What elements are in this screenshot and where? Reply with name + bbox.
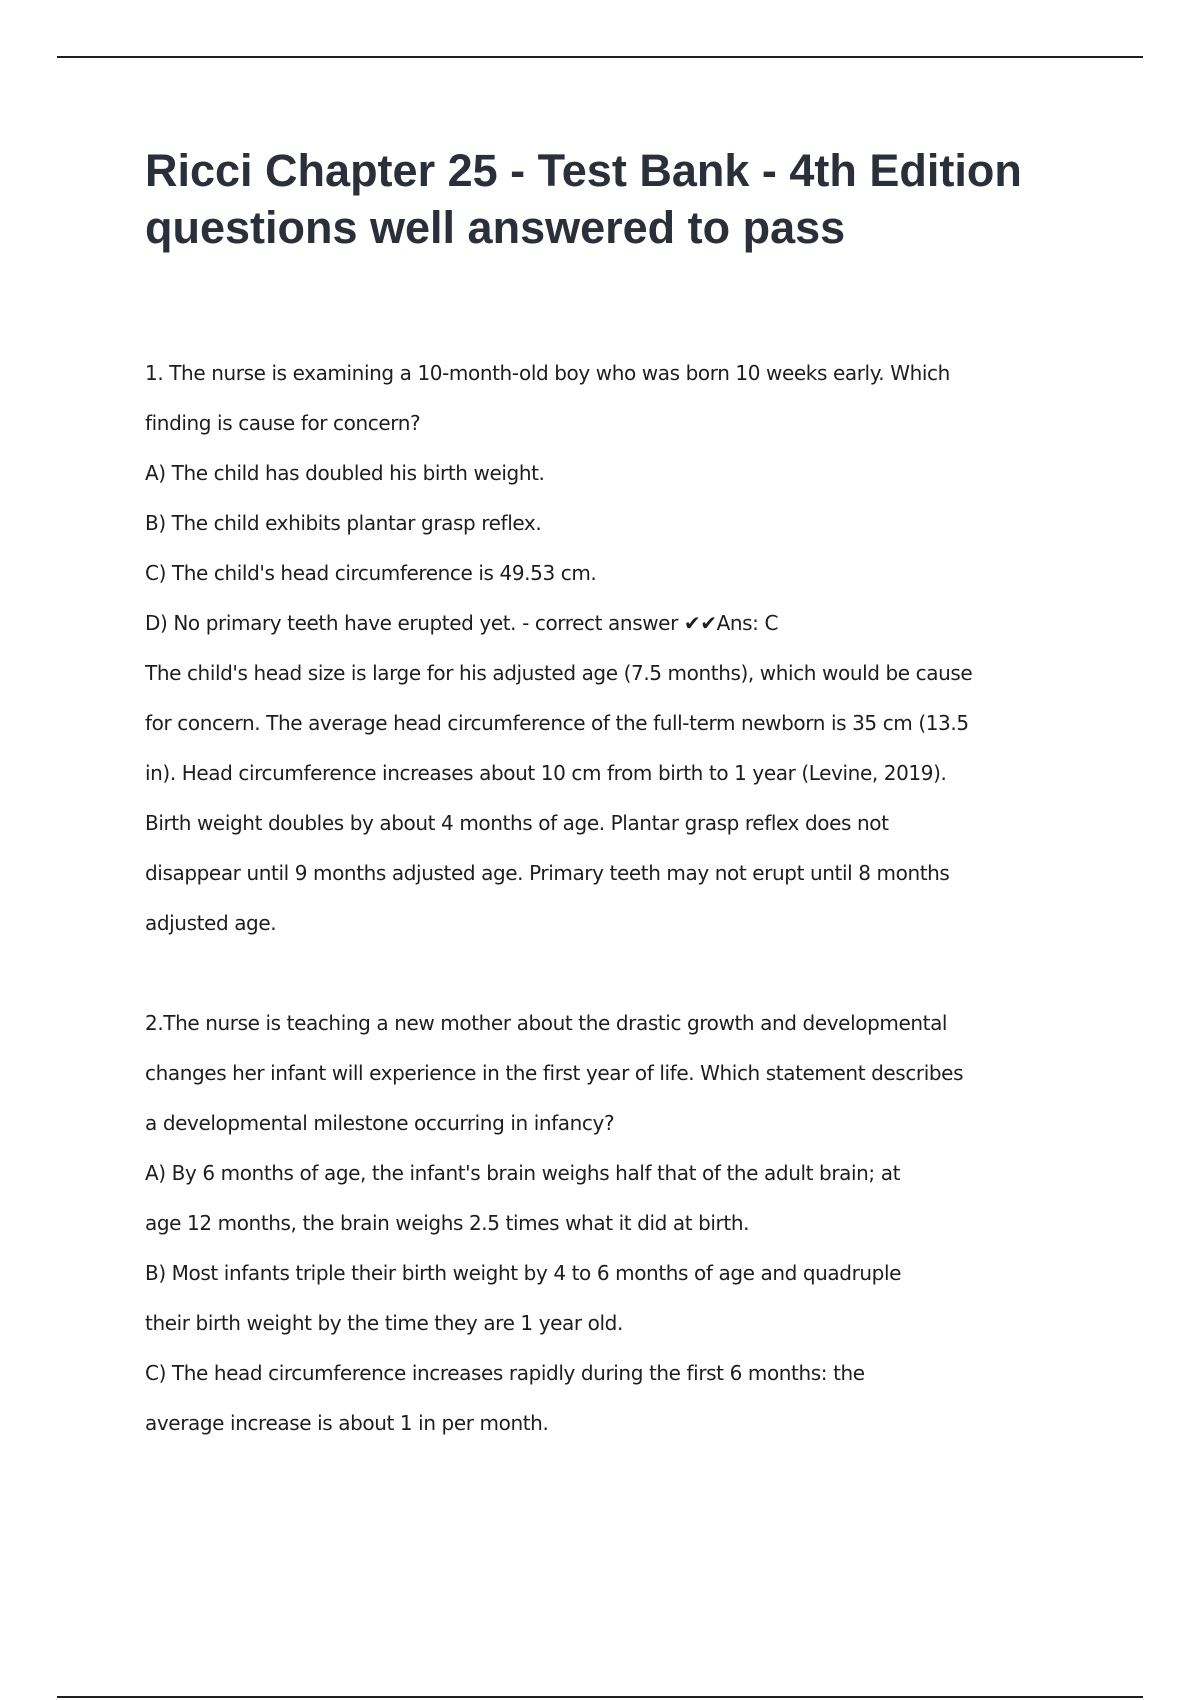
title-line-2: questions well answered to pass bbox=[145, 202, 846, 253]
question-1-rationale: for concern. The average head circumference of the full-term newborn is 35 cm (13.5 bbox=[145, 711, 969, 735]
question-2-option-b: B) Most infants triple their birth weight by 4 to 6 months of age and quadruple bbox=[145, 1261, 902, 1285]
title-line-1: Ricci Chapter 25 - Test Bank - 4th Edition bbox=[145, 145, 1022, 196]
question-1-stem: finding is cause for concern? bbox=[145, 411, 421, 435]
question-spacer bbox=[145, 948, 1005, 998]
question-1-rationale: disappear until 9 months adjusted age. Primary teeth may not erupt until 8 months bbox=[145, 861, 950, 885]
document-title bbox=[145, 142, 1145, 256]
question-2-option-b: their birth weight by the time they are 1 year old. bbox=[145, 1311, 623, 1335]
question-1-option-c: C) The child's head circumference is 49.53 cm. bbox=[145, 561, 597, 585]
bottom-divider bbox=[57, 1696, 1143, 1698]
question-2-option-c: average increase is about 1 in per month. bbox=[145, 1411, 549, 1435]
question-2-option-a: A) By 6 months of age, the infant's brain weighs half that of the adult brain; at bbox=[145, 1161, 901, 1185]
question-2 bbox=[145, 998, 1005, 1448]
document-body bbox=[145, 348, 1005, 1448]
question-1-stem: 1. The nurse is examining a 10-month-old boy who was born 10 weeks early. Which bbox=[145, 361, 950, 385]
question-1-option-a: A) The child has doubled his birth weight. bbox=[145, 461, 545, 485]
question-2-stem: a developmental milestone occurring in infancy? bbox=[145, 1111, 615, 1135]
question-1-rationale: in). Head circumference increases about 10 cm from birth to 1 year (Levine, 2019). bbox=[145, 761, 947, 785]
top-divider bbox=[57, 56, 1143, 58]
question-1-rationale: adjusted age. bbox=[145, 911, 277, 935]
question-1-option-b: B) The child exhibits plantar grasp reflex. bbox=[145, 511, 542, 535]
question-1 bbox=[145, 348, 1005, 948]
question-2-option-c: C) The head circumference increases rapidly during the first 6 months: the bbox=[145, 1361, 865, 1385]
question-1-rationale: The child's head size is large for his adjusted age (7.5 months), which would be cause bbox=[145, 661, 973, 685]
question-1-option-d-answer: D) No primary teeth have erupted yet. - correct answer ✔✔Ans: C bbox=[145, 611, 779, 635]
question-2-stem: changes her infant will experience in the first year of life. Which statement describes bbox=[145, 1061, 964, 1085]
question-2-option-a: age 12 months, the brain weighs 2.5 times what it did at birth. bbox=[145, 1211, 750, 1235]
question-2-stem: 2.The nurse is teaching a new mother about the drastic growth and developmental bbox=[145, 1011, 948, 1035]
question-1-rationale: Birth weight doubles by about 4 months of age. Plantar grasp reflex does not bbox=[145, 811, 889, 835]
